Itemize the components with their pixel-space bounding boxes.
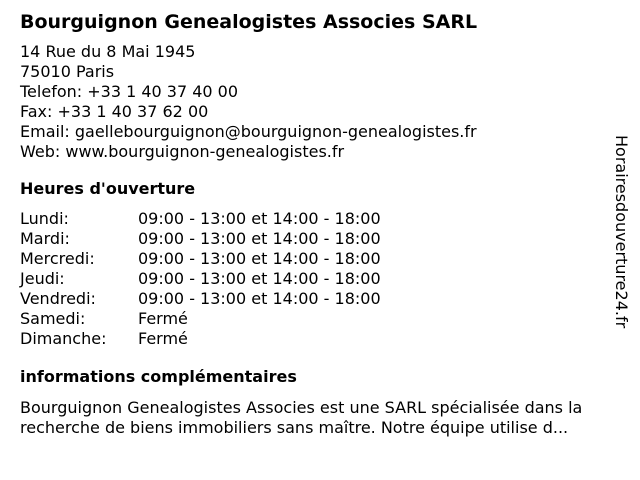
additional-info-heading: informations complémentaires [20,367,297,386]
day-label: Dimanche: [20,329,107,348]
hours-row-friday [20,289,615,309]
description-line: recherche de biens immobiliers sans maître. Notre équipe utilise d... [20,418,569,437]
hours-row-thursday [20,269,615,289]
day-hours: 09:00 - 13:00 et 14:00 - 18:00 [138,209,381,228]
hours-row-tuesday [20,229,615,249]
hours-row-monday [20,209,615,229]
phone-number: Telefon: +33 1 40 37 40 00 [20,82,239,101]
street-address: 14 Rue du 8 Mai 1945 [20,42,196,61]
day-hours: 09:00 - 13:00 et 14:00 - 18:00 [138,229,381,248]
website-address: Web: www.bourguignon-genealogistes.fr [20,142,345,161]
day-label: Jeudi: [20,269,65,288]
company-name: Bourguignon Genealogistes Associes SARL [20,11,478,33]
hours-row-saturday [20,309,615,329]
fax-number: Fax: +33 1 40 37 62 00 [20,102,209,121]
day-hours: 09:00 - 13:00 et 14:00 - 18:00 [138,289,381,308]
description-text [20,398,615,438]
watermark-text: Horairesdouverture24.fr [612,135,631,329]
day-hours: Fermé [138,329,188,348]
description-line: Bourguignon Genealogistes Associes est une SARL spécialisée dans la [20,398,583,417]
day-label: Vendredi: [20,289,96,308]
day-hours: 09:00 - 13:00 et 14:00 - 18:00 [138,249,381,268]
day-label: Mardi: [20,229,70,248]
city-postcode: 75010 Paris [20,62,115,81]
hours-row-wednesday [20,249,615,269]
hours-row-sunday [20,329,615,349]
contact-block [20,42,615,162]
day-label: Lundi: [20,209,69,228]
opening-hours-table [20,209,615,349]
email-address: Email: gaellebourguignon@bourguignon-genealogistes.fr [20,122,477,141]
day-label: Samedi: [20,309,86,328]
day-label: Mercredi: [20,249,95,268]
day-hours: 09:00 - 13:00 et 14:00 - 18:00 [138,269,381,288]
day-hours: Fermé [138,309,188,328]
opening-hours-heading: Heures d'ouverture [20,179,196,198]
business-card [20,10,615,438]
